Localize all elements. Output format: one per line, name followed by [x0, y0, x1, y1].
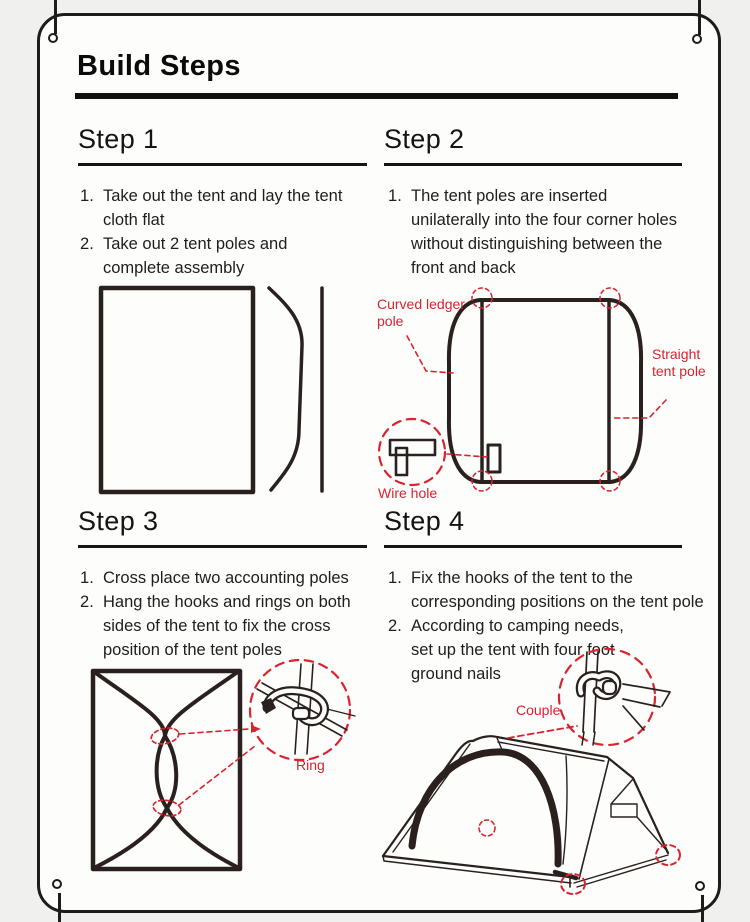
pin-line-icon: [54, 0, 57, 34]
title-divider: [75, 93, 678, 99]
step-3-divider: [78, 545, 367, 548]
flat-tent-diagram: [75, 282, 355, 512]
ring-label: Ring: [296, 757, 325, 773]
corner-pin-icon: [52, 879, 62, 889]
step-2-heading: Step 2: [384, 124, 465, 154]
step-1-instructions: [80, 184, 357, 280]
instruction-item: Take out the tent and lay the tent cloth flat: [103, 187, 343, 229]
instruction-item: Hang the hooks and rings on both sides of the tent to fix the cross position of the tent poles: [103, 593, 351, 659]
pin-line-icon: [58, 893, 61, 922]
curved-ledger-pole-label: Curved ledger pole: [377, 296, 465, 329]
instruction-item: Take out 2 tent poles and complete assembly: [103, 235, 288, 277]
step-4-divider: [384, 545, 682, 548]
step-1-divider: [78, 163, 367, 166]
corner-pin-icon: [692, 34, 702, 44]
pin-line-icon: [698, 0, 701, 35]
instruction-item: Cross place two accounting poles: [103, 569, 349, 587]
instruction-item: The tent poles are inserted unilaterally into the four corner holes without distinguishing between the front and back: [411, 187, 677, 277]
assembled-tent-diagram: [380, 638, 715, 915]
crossed-poles-diagram: [85, 658, 365, 898]
instruction-item: Fix the hooks of the tent to the corresponding positions on the tent pole: [411, 569, 704, 611]
couple-label: Couple: [516, 702, 561, 718]
straight-tent-pole-label: Straight tent pole: [652, 346, 706, 379]
step-4-heading: Step 4: [384, 506, 465, 536]
instruction-item: According to camping needs, set up the tent with four foot ground nails: [411, 617, 624, 683]
wire-hole-label: Wire hole: [378, 485, 438, 501]
step-1-heading: Step 1: [78, 124, 159, 154]
page-title: Build Steps: [77, 50, 241, 82]
step-2-divider: [384, 163, 682, 166]
step-3-instructions: [80, 566, 357, 662]
step-3-heading: Step 3: [78, 506, 159, 536]
corner-pin-icon: [48, 33, 58, 43]
step-2-instructions: [388, 184, 714, 280]
